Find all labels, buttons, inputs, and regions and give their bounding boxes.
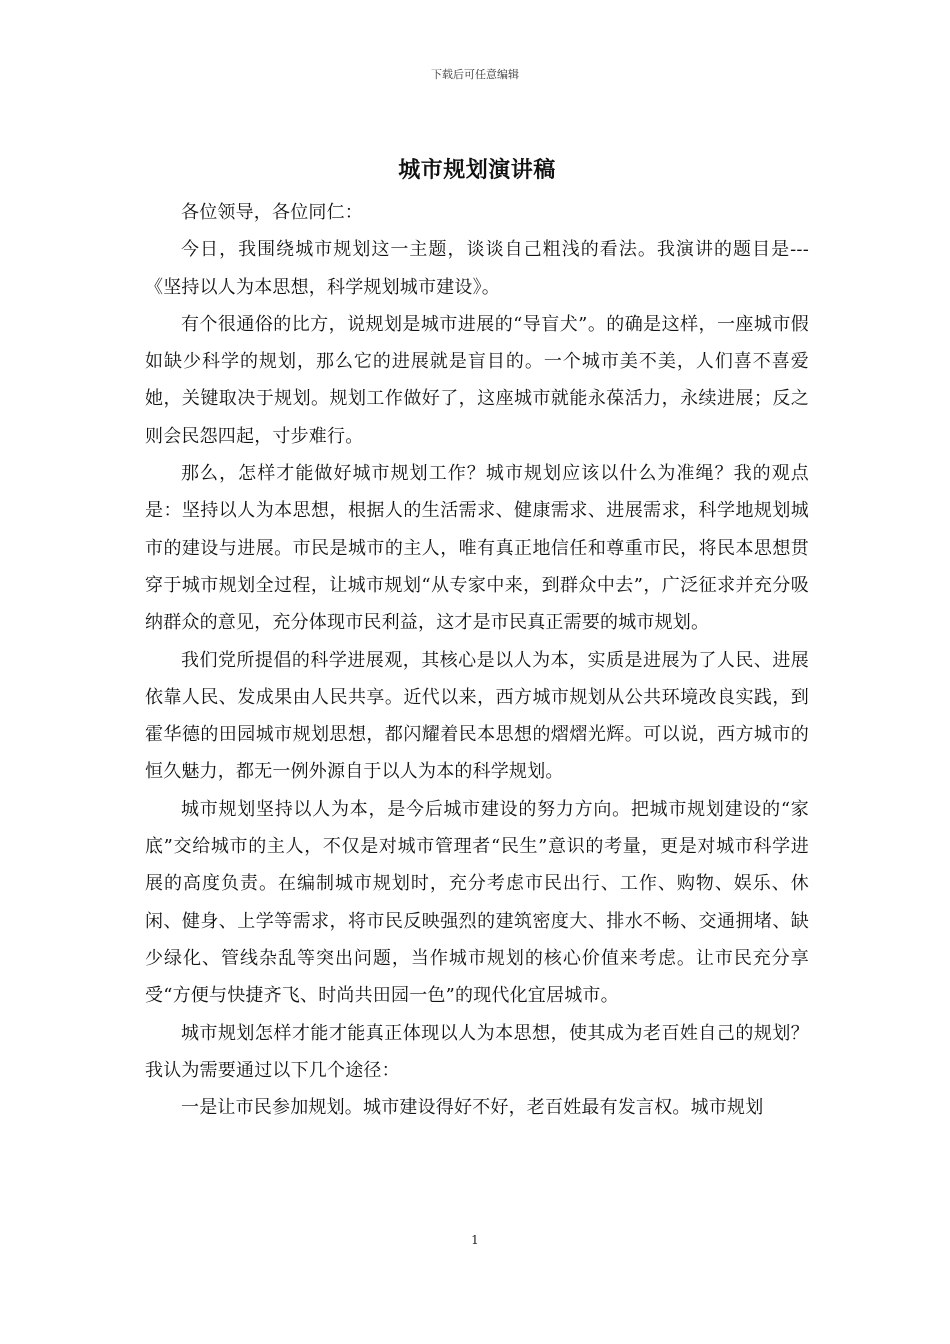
body-paragraph: 有个很通俗的比方，说规划是城市进展的“导盲犬”。的确是这样，一座城市假如缺少科学的规划，那么它的进展就是盲目的。一个城市美不美，人们喜不喜爱她，关键取决于规划。规划工作做好了，这座城市就能永葆活力，永续进展；反之则会民怨四起，寸步难行。	[145, 313, 809, 447]
page-number: 1	[471, 1233, 479, 1247]
body-paragraph: 今日，我围绕城市规划这一主题，谈谈自己粗浅的看法。我演讲的题目是---《坚持以人为本思想，科学规划城市建设》。	[145, 239, 809, 298]
body-paragraph: 我们党所提倡的科学进展观，其核心是以人为本，实质是进展为了人民、进展依靠人民、发成果由人民共享。近代以来，西方城市规划从公共环境改良实践，到霍华德的田园城市规划思想，都闪耀着民本思想的熠熠光辉。可以说，西方城市的恒久魅力，都无一例外源自于以人为本的科学规划。	[145, 649, 809, 783]
body-paragraph: 那么，怎样才能做好城市规划工作？城市规划应该以什么为准绳？我的观点是：坚持以人为本思想，根据人的生活需求、健康需求、进展需求，科学地规划城市的建设与进展。市民是城市的主人，唯有真正地信任和尊重市民，将民本思想贯穿于城市规划全过程，让城市规划“从专家中来，到群众中去”，广泛征求并充分吸纳群众的意见，充分体现市民利益，这才是市民真正需要的城市规划。	[145, 463, 809, 634]
salutation-paragraph: 各位领导，各位同仁：	[181, 202, 363, 223]
document-title: 城市规划演讲稿	[398, 157, 556, 183]
body-paragraph: 一是让市民参加规划。城市建设得好不好，老百姓最有发言权。城市规划	[181, 1097, 764, 1119]
page-header-note: 下载后可任意编辑	[431, 68, 519, 81]
document-body	[145, 150, 809, 1126]
body-paragraph: 城市规划怎样才能才能真正体现以人为本思想，使其成为老百姓自己的规划？我认为需要通过以下几个途径：	[145, 1022, 809, 1081]
body-paragraph: 城市规划坚持以人为本，是今后城市建设的努力方向。把城市规划建设的“家底”交给城市的主人，不仅是对城市管理者“民生”意识的考量，更是对城市科学进展的高度负责。在编制城市规划时，充分考虑市民出行、工作、购物、娱乐、休闲、健身、上学等需求，将市民反映强烈的建筑密度大、排水不畅、交通拥堵、缺少绿化、管线杂乱等突出问题，当作城市规划的核心价值来考虑。让市民充分享受“方便与快捷齐飞、时尚共田园一色”的现代化宜居城市。	[145, 798, 809, 1007]
